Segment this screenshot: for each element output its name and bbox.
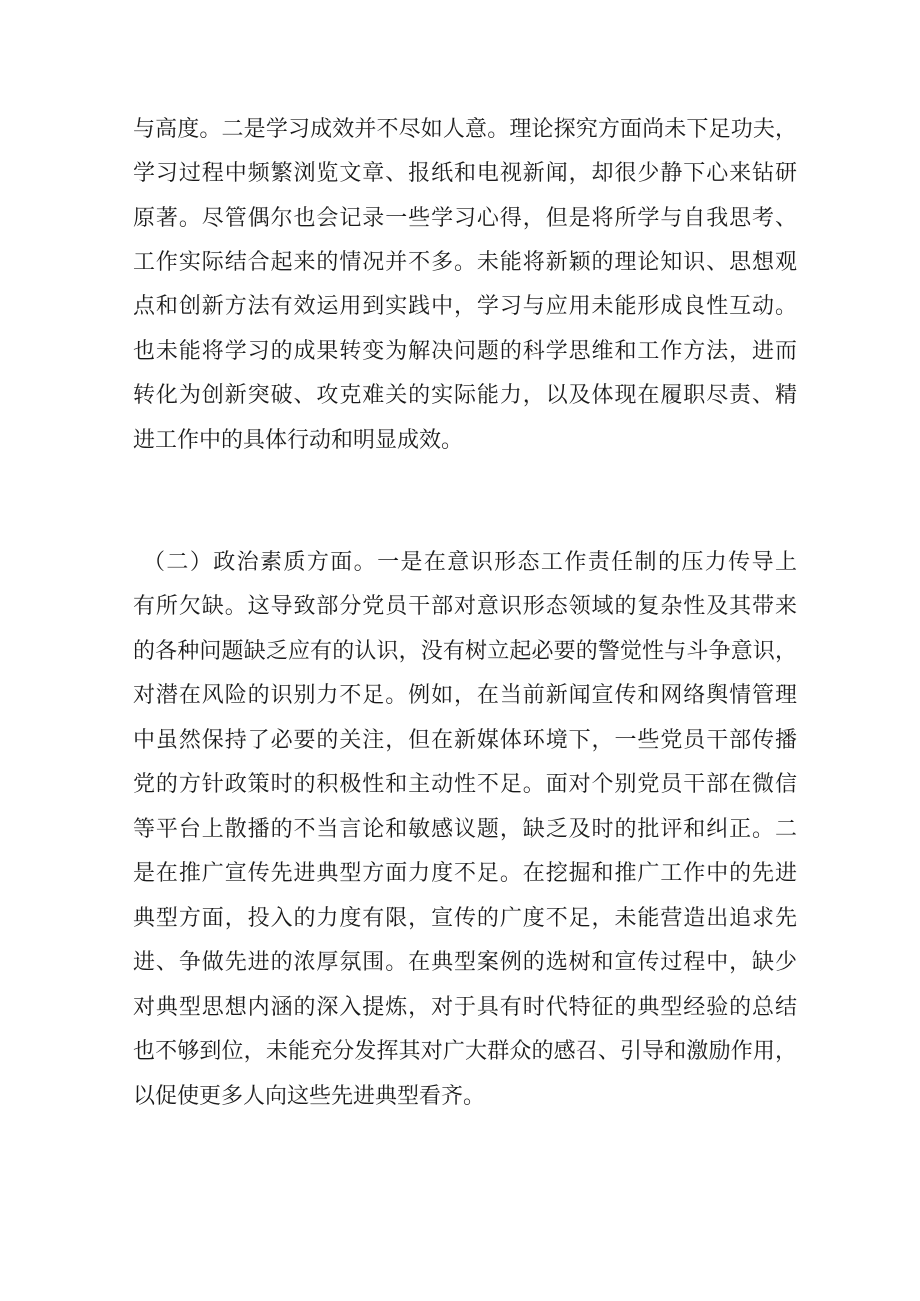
paragraph-2-line: 对潜在风险的识别力不足。例如，在当前新闻宣传和网络舆情管理 [133, 683, 797, 708]
paragraph-2-line: 是在推广宣传先进典型方面力度不足。在挖掘和推广工作中的先进 [133, 861, 797, 886]
paragraph-2-line: 中虽然保持了必要的关注，但在新媒体环境下，一些党员干部传播 [133, 728, 797, 753]
paragraph-2-line: 进、争做先进的浓厚氛围。在典型案例的选树和宣传过程中，缺少 [133, 950, 797, 975]
paragraph-1-line: 转化为创新突破、攻克难关的实际能力，以及体现在履职尽责、精 [133, 383, 797, 408]
paragraph-2-line: 也不够到位，未能充分发挥其对广大群众的感召、引导和激励作用， [133, 1039, 797, 1064]
paragraph-1-line: 进工作中的具体行动和明显成效。 [133, 428, 464, 453]
paragraph-1-line: 学习过程中频繁浏览文章、报纸和电视新闻，却很少静下心来钻研 [133, 161, 797, 186]
paragraph-2-line: 对典型思想内涵的深入提炼，对于具有时代特征的典型经验的总结 [133, 995, 797, 1020]
paragraph-1-line: 工作实际结合起来的情况并不多。未能将新颖的理论知识、思想观 [133, 250, 797, 275]
paragraph-2-line: 等平台上散播的不当言论和敏感议题，缺乏及时的批评和纠正。二 [133, 817, 797, 842]
paragraph-1-line: 也未能将学习的成果转变为解决问题的科学思维和工作方法，进而 [133, 339, 797, 364]
paragraph-2-line: 典型方面，投入的力度有限，宣传的广度不足，未能营造出追求先 [133, 906, 797, 931]
paragraph-2-line: 党的方针政策时的积极性和主动性不足。面对个别党员干部在微信 [133, 772, 797, 797]
paragraph-2-line: 的各种问题缺乏应有的认识，没有树立起必要的警觉性与斗争意识， [133, 639, 797, 664]
paragraph-1-line: 与高度。二是学习成效并不尽如人意。理论探究方面尚未下足功夫， [133, 117, 797, 142]
paragraph-2-line: （二）政治素质方面。一是在意识形态工作责任制的压力传导上 [143, 550, 797, 575]
paragraph-1-line: 点和创新方法有效运用到实践中，学习与应用未能形成良性互动。 [133, 294, 797, 319]
paragraph-2-line: 有所欠缺。这导致部分党员干部对意识形态领域的复杂性及其带来 [133, 594, 797, 619]
paragraph-1-line: 原著。尽管偶尔也会记录一些学习心得，但是将所学与自我思考、 [133, 206, 797, 231]
paragraph-2-line: 以促使更多人向这些先进典型看齐。 [133, 1084, 486, 1109]
